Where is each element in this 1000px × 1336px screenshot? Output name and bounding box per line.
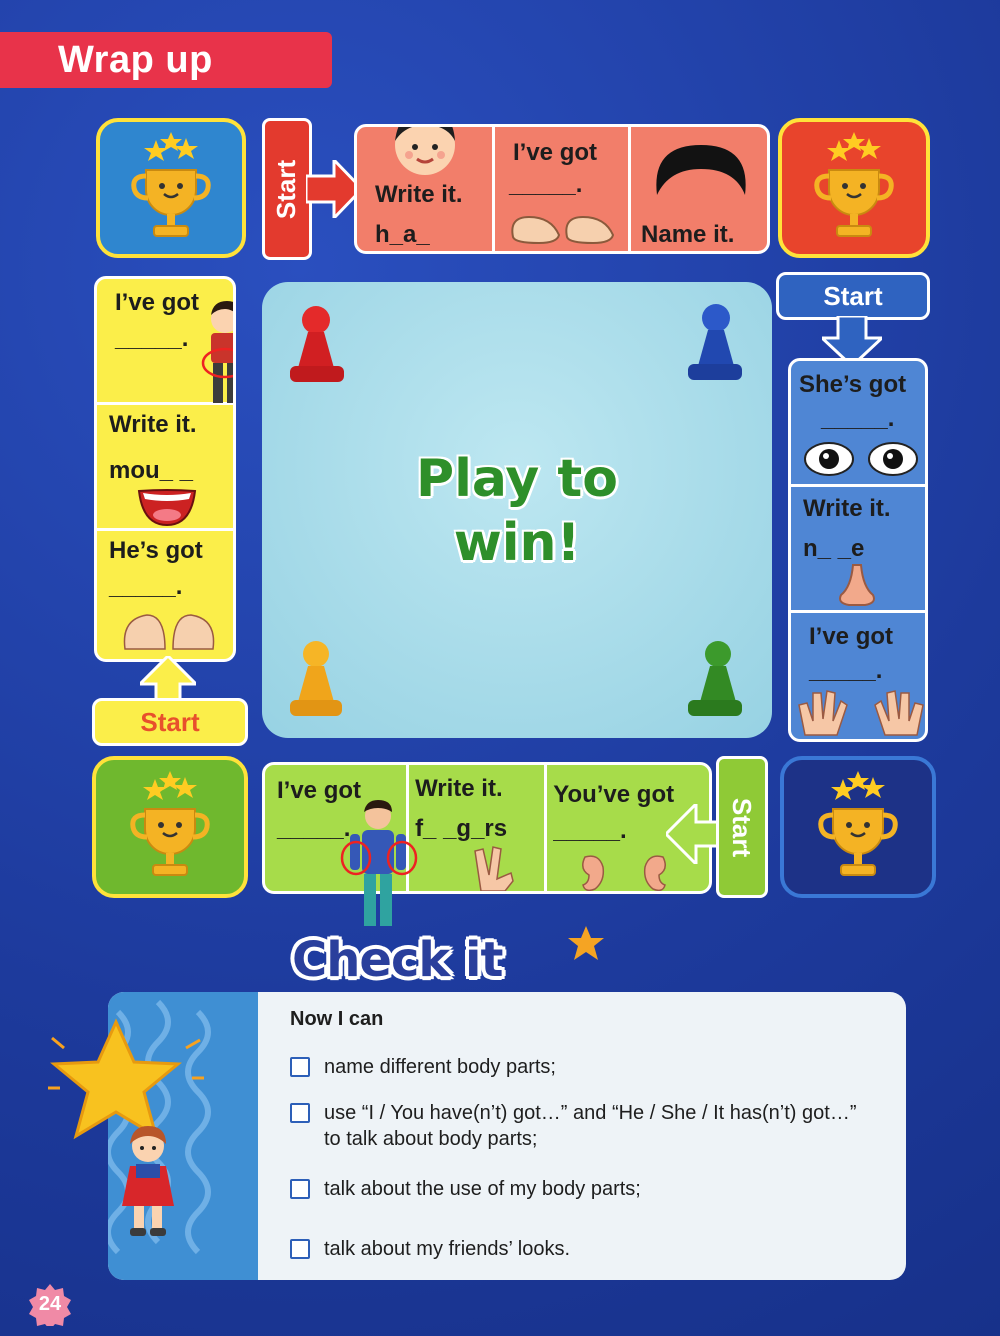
trophy-icon [799, 128, 909, 248]
page-number: 24 [38, 1293, 62, 1315]
start-label: Start [271, 159, 302, 219]
start-label: Start [823, 280, 883, 311]
cell-text-line2: f_ _g_rs [415, 815, 508, 842]
eyes-icon [803, 441, 919, 479]
girl-icon [108, 1124, 192, 1244]
nose-icon [837, 563, 877, 607]
green-pawn-icon [682, 638, 746, 722]
board-cell [409, 765, 547, 891]
hair-icon [653, 141, 749, 197]
red-pawn-icon [286, 302, 350, 388]
cell-text-line2: _____. [809, 657, 883, 685]
center-title-line2: win! [453, 513, 581, 573]
checkbox[interactable] [290, 1103, 310, 1123]
cell-text-line2: _____. [277, 815, 351, 842]
hands-icon [797, 689, 925, 737]
start-label: Start [727, 797, 758, 857]
cell-text-line2: _____. [109, 573, 183, 601]
cell-text-line2: n_ _e [803, 535, 865, 563]
board-cell [495, 127, 631, 251]
cell-text-line2: _____. [821, 405, 895, 432]
board-cell [791, 613, 925, 739]
star-icon [566, 924, 606, 962]
trophy-tile-bottom-left [92, 756, 248, 898]
checklist-item-label: use “I / You have(n’t) got…” and “He / She / It has(n’t) got…” to talk about body parts; [324, 1102, 857, 1150]
trophy-icon [115, 767, 225, 887]
yellow-pawn-icon [286, 638, 346, 722]
cell-text-line2: _____. [509, 171, 583, 198]
start-marker-top [262, 118, 312, 260]
start-marker-right [776, 272, 930, 320]
cell-text-line1: Name it. [641, 221, 735, 248]
cell-text-line1: Write it. [375, 181, 463, 208]
boy-waist-icon [197, 301, 236, 411]
checkbox[interactable] [290, 1239, 310, 1259]
mouth-icon [137, 487, 197, 527]
board-cell [97, 531, 233, 659]
cell-text-line1: Write it. [803, 495, 891, 523]
cell-text-line2: _____. [115, 325, 189, 352]
check-panel [108, 992, 906, 1280]
start-marker-left [92, 698, 248, 746]
checkbox[interactable] [290, 1179, 310, 1199]
start-marker-bottom [716, 756, 768, 898]
board-cell [791, 361, 925, 487]
board-left-col [94, 276, 236, 662]
checklist-item [290, 1100, 870, 1152]
board-cell [631, 127, 767, 251]
checklist-item-label: name different body parts; [324, 1056, 556, 1078]
section-title: Wrap up [58, 39, 213, 81]
blue-pawn-icon [682, 300, 746, 386]
cell-text-line1: Write it. [109, 411, 197, 439]
board-top-row [354, 124, 770, 254]
arrow-up-icon [140, 656, 196, 702]
board-cell [357, 127, 495, 251]
cell-text-line2: mou_ _ [109, 457, 194, 485]
checklist-item [290, 1176, 890, 1202]
checkbox[interactable] [290, 1057, 310, 1077]
check-it-title: Check it [292, 932, 503, 988]
ears-icon [579, 853, 669, 893]
cell-text-line1: I’ve got [115, 289, 200, 316]
section-header [0, 32, 332, 88]
cell-text-line1: I’ve got [809, 623, 894, 651]
toes-icon [121, 609, 217, 651]
cell-text-line2: h_a_ [375, 221, 430, 248]
trophy-icon [116, 128, 226, 248]
boy-face-icon [385, 124, 465, 177]
fingers-icon [473, 845, 517, 893]
trophy-tile-bottom-right [780, 756, 936, 898]
cell-text-line1: You’ve got [553, 781, 675, 808]
checklist-item [290, 1054, 890, 1080]
board-right-col [788, 358, 928, 742]
cell-text-line1: I’ve got [513, 139, 598, 166]
start-label: Start [140, 706, 200, 737]
board-cell [97, 279, 233, 405]
cell-text-line1: She’s got [799, 371, 907, 398]
feet-icon [507, 207, 619, 247]
board-bottom-row [262, 762, 712, 894]
checklist-item-label: talk about the use of my body parts; [324, 1178, 641, 1200]
trophy-tile-top-right [778, 118, 930, 258]
center-title-line1: Play to [415, 449, 618, 509]
trophy-tile-top-left [96, 118, 246, 258]
cell-text-line2: _____. [553, 817, 627, 844]
boy-arms-icon [340, 800, 418, 934]
board-cell [791, 487, 925, 613]
checklist-item [290, 1236, 890, 1262]
board-center [262, 282, 772, 738]
cell-text-line1: He’s got [109, 537, 203, 565]
trophy-icon [803, 767, 913, 887]
cell-text-line1: Write it. [415, 775, 503, 802]
checklist-item-label: talk about my friends’ looks. [324, 1238, 571, 1260]
check-heading: Now I can [290, 1008, 384, 1030]
board-cell [97, 405, 233, 531]
center-title [262, 447, 772, 575]
cell-text-line1: I’ve got [277, 777, 362, 804]
